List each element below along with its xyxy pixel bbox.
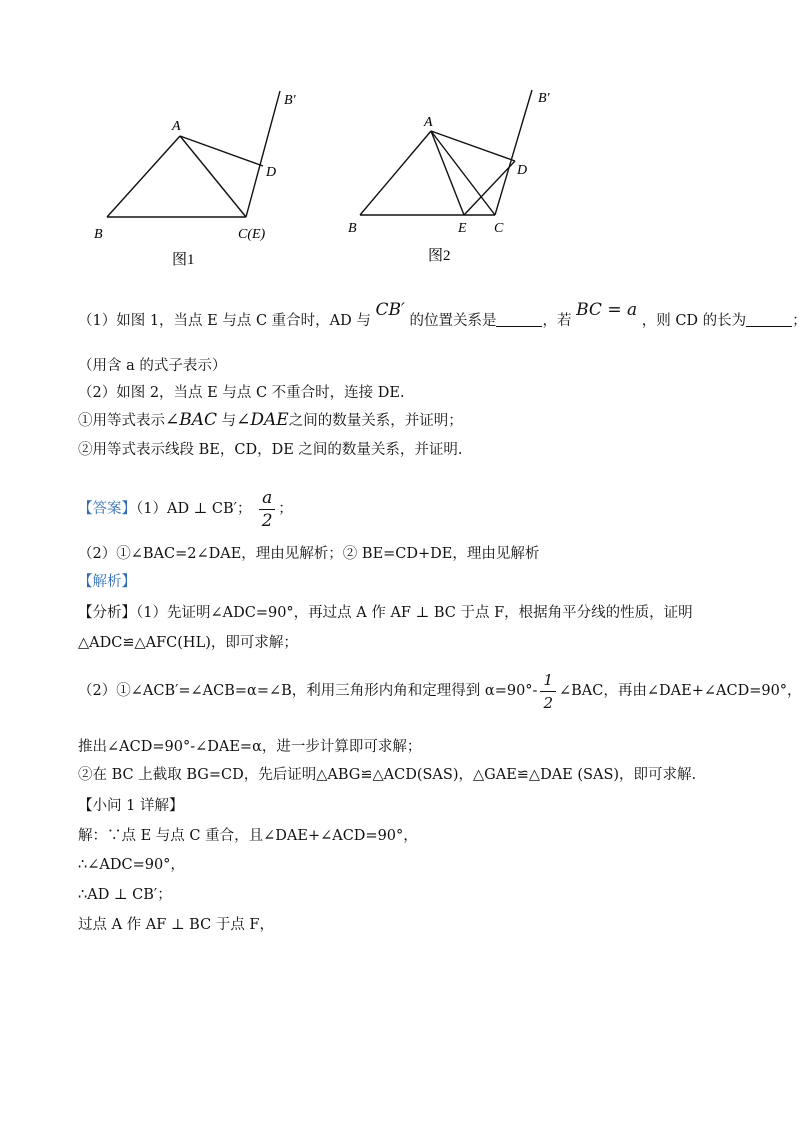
- math-cb-prime: CB′: [375, 300, 405, 320]
- solution-line-2: ∴∠ADC=90°，: [78, 857, 185, 873]
- analysis-line-2: △ADC≌△AFC(HL)，即可求解；: [78, 635, 298, 651]
- fig2-label-d: D: [517, 163, 528, 178]
- solution-line-4: 过点 A 作 AF ⊥ BC 于点 F，: [78, 917, 274, 933]
- answer-tag: 【答案】: [78, 501, 136, 517]
- question-1: （1）如图 1，当点 E 与点 C 重合时，AD 与 CB′ 的位置关系是 ，若 BC = a ，则 CD 的长为 ；: [78, 300, 807, 329]
- solution-line-3: ∴AD ⊥ CB′；: [78, 887, 172, 903]
- math-angle-bac: ∠BAC: [165, 410, 218, 430]
- solution-line-1: 解：∵点 E 与点 C 重合，且∠DAE+∠ACD=90°，: [78, 828, 418, 844]
- analysis-line-1: 【分析】（1）先证明∠ADC=90°，再过点 A 作 AF ⊥ BC 于点 F，根据角平分线的性质，证明: [78, 605, 693, 621]
- fig1-label-a: A: [172, 119, 181, 134]
- math-angle-dae: ∠DAE: [236, 410, 289, 430]
- fraction-a-over-2: $\frac{a}{2}$: [259, 487, 275, 532]
- fig1-label-d: D: [266, 165, 277, 180]
- fig2-label-b-prime: B': [538, 91, 550, 106]
- question-1-note: （用含 a 的式子表示）: [78, 358, 227, 374]
- figure-1: [80, 80, 320, 270]
- math-bc-equals-a: BC = a: [576, 300, 638, 320]
- fig1-caption: 图1: [172, 252, 195, 268]
- figure-2: [340, 78, 580, 268]
- answer-blank-1[interactable]: [496, 312, 542, 327]
- fraction-1-over-2: $\frac{1}{2}$: [540, 669, 556, 714]
- fig2-label-c: C: [494, 221, 504, 236]
- fig2-caption: 图2: [428, 248, 451, 264]
- answer-line-1: 【答案】（1）AD ⊥ CB′； $\frac{a}{2}$ ；: [78, 487, 293, 531]
- fig1-label-b-prime: B': [284, 93, 296, 108]
- analysis-line-4: 推出∠ACD=90°-∠DAE=α，进一步计算即可求解；: [78, 739, 422, 755]
- question-2: （2）如图 2，当点 E 与点 C 不重合时，连接 DE.: [78, 385, 405, 401]
- subquestion-1-title: 【小问 1 详解】: [78, 798, 184, 814]
- fig1-label-c: C(E): [238, 227, 266, 242]
- fig2-label-e: E: [458, 221, 467, 236]
- fig1-label-b: B: [94, 227, 103, 242]
- answer-line-2: （2）①∠BAC=2∠DAE，理由见解析；② BE=CD+DE，理由见解析: [78, 546, 540, 562]
- answer-blank-2[interactable]: [746, 312, 792, 327]
- fig2-label-b: B: [348, 221, 357, 236]
- analysis-line-5: ②在 BC 上截取 BG=CD，先后证明△ABG≌△ACD(SAS)，△GAE≌△DAE (SAS)，即可求解.: [78, 767, 697, 783]
- analysis-line-3: （2）①∠ACB′=∠ACB=α=∠B，利用三角形内角和定理得到 α=90°- $\frac{1}{2}$ ∠BAC，再由∠DAE+∠ACD=90°，: [78, 670, 802, 712]
- question-2-1: ①用等式表示∠BAC 与∠DAE之间的数量关系，并证明；: [78, 410, 463, 430]
- fig2-label-a: A: [424, 115, 433, 130]
- analysis-tag: 【解析】: [78, 574, 136, 590]
- question-2-2: ②用等式表示线段 BE，CD，DE 之间的数量关系，并证明.: [78, 442, 463, 458]
